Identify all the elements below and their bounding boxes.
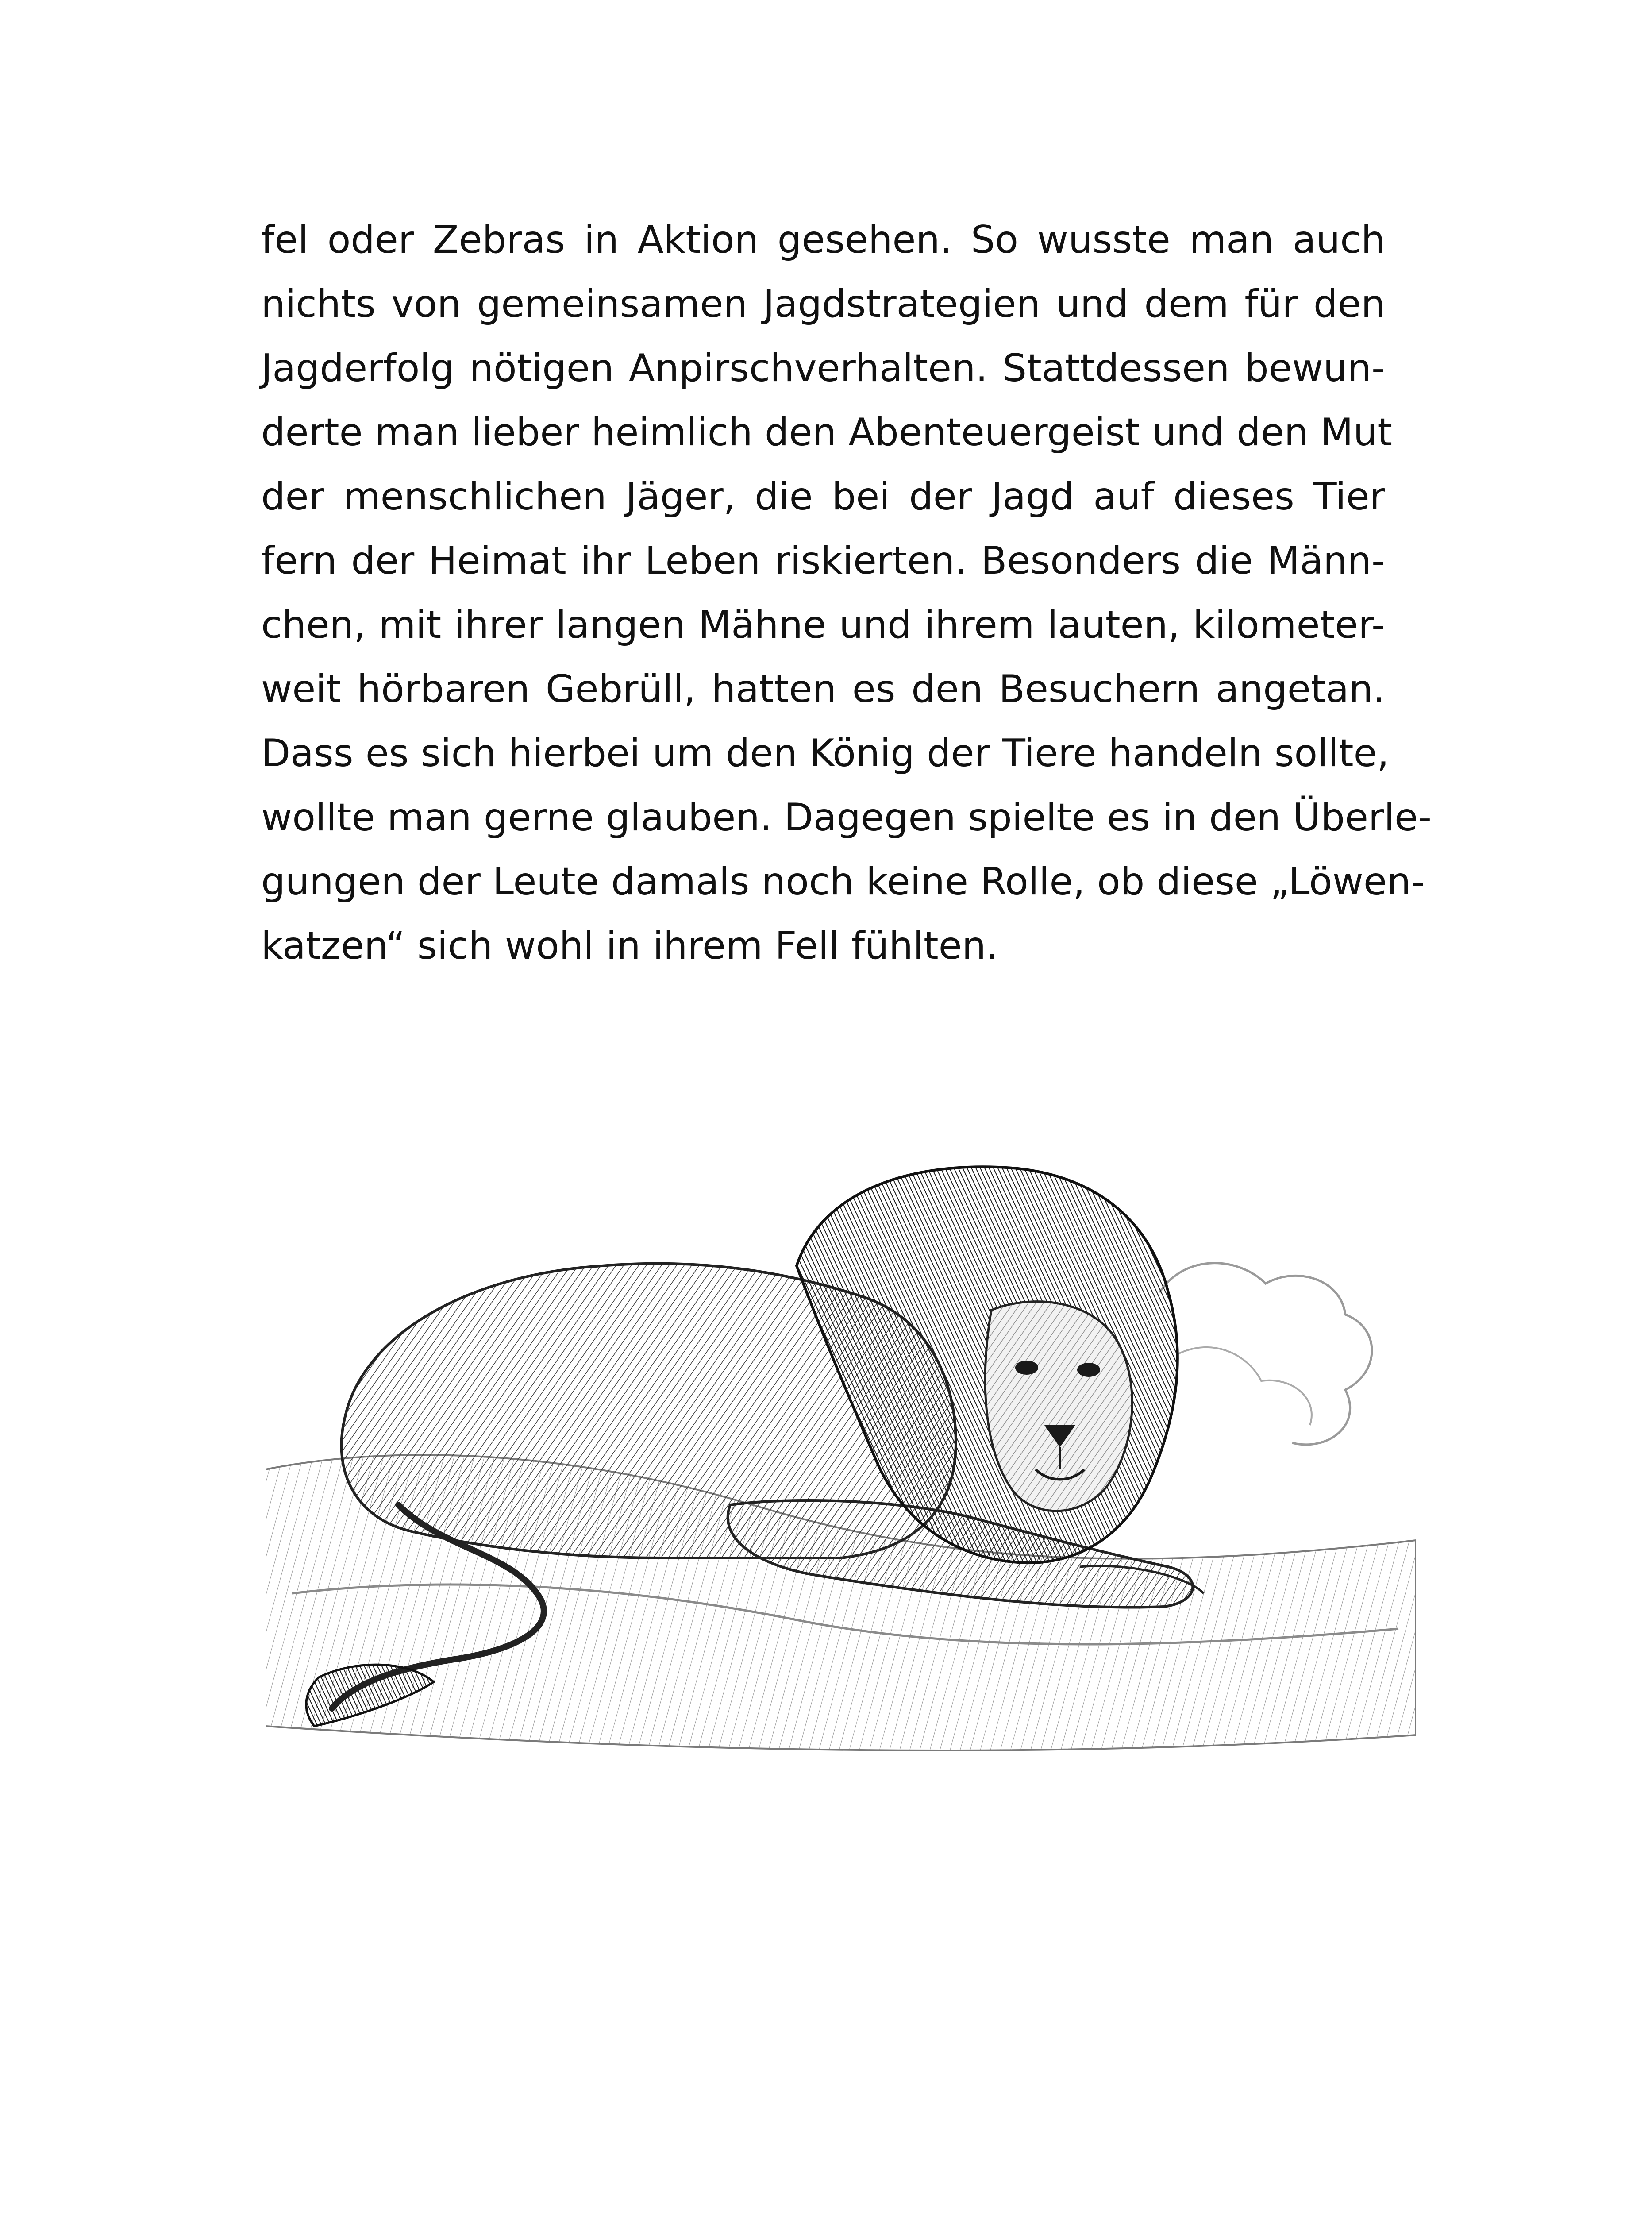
paragraph-line: chen, mit ihrer langen Mähne und ihrem lauten, kilometer- xyxy=(261,603,1385,647)
paragraph-line: der menschlichen Jäger, die bei der Jagd auf dieses Tier xyxy=(261,474,1385,519)
paragraph-line: fern der Heimat ihr Leben riskierten. Besonders die Männ- xyxy=(261,539,1385,583)
paragraph-line: katzen“ sich wohl in ihrem Fell fühlten. xyxy=(261,924,998,968)
paragraph-line: Dass es sich hierbei um den König der Tiere handeln sollte, xyxy=(261,731,1389,775)
paragraph-line: nichts von gemeinsamen Jagdstrategien und dem für den xyxy=(261,282,1385,326)
lion-engraving-image xyxy=(266,1106,1416,1762)
paragraph-line: fel oder Zebras in Aktion gesehen. So wusste man auch xyxy=(261,218,1385,262)
lion-illustration xyxy=(266,1106,1416,1762)
paragraph-line: gungen der Leute damals noch keine Rolle, ob diese „Löwen- xyxy=(261,860,1425,904)
body-paragraph xyxy=(261,208,1432,978)
paragraph-line: Jagderfolg nötigen Anpirschverhalten. Stattdessen bewun- xyxy=(261,346,1385,390)
paragraph-line: derte man lieber heimlich den Abenteuergeist und den Mut xyxy=(261,410,1393,455)
paragraph-line: wollte man gerne glauben. Dagegen spielte es in den Überle- xyxy=(261,795,1432,840)
paragraph-line: weit hörbaren Gebrüll, hatten es den Besuchern angetan. xyxy=(261,667,1385,711)
